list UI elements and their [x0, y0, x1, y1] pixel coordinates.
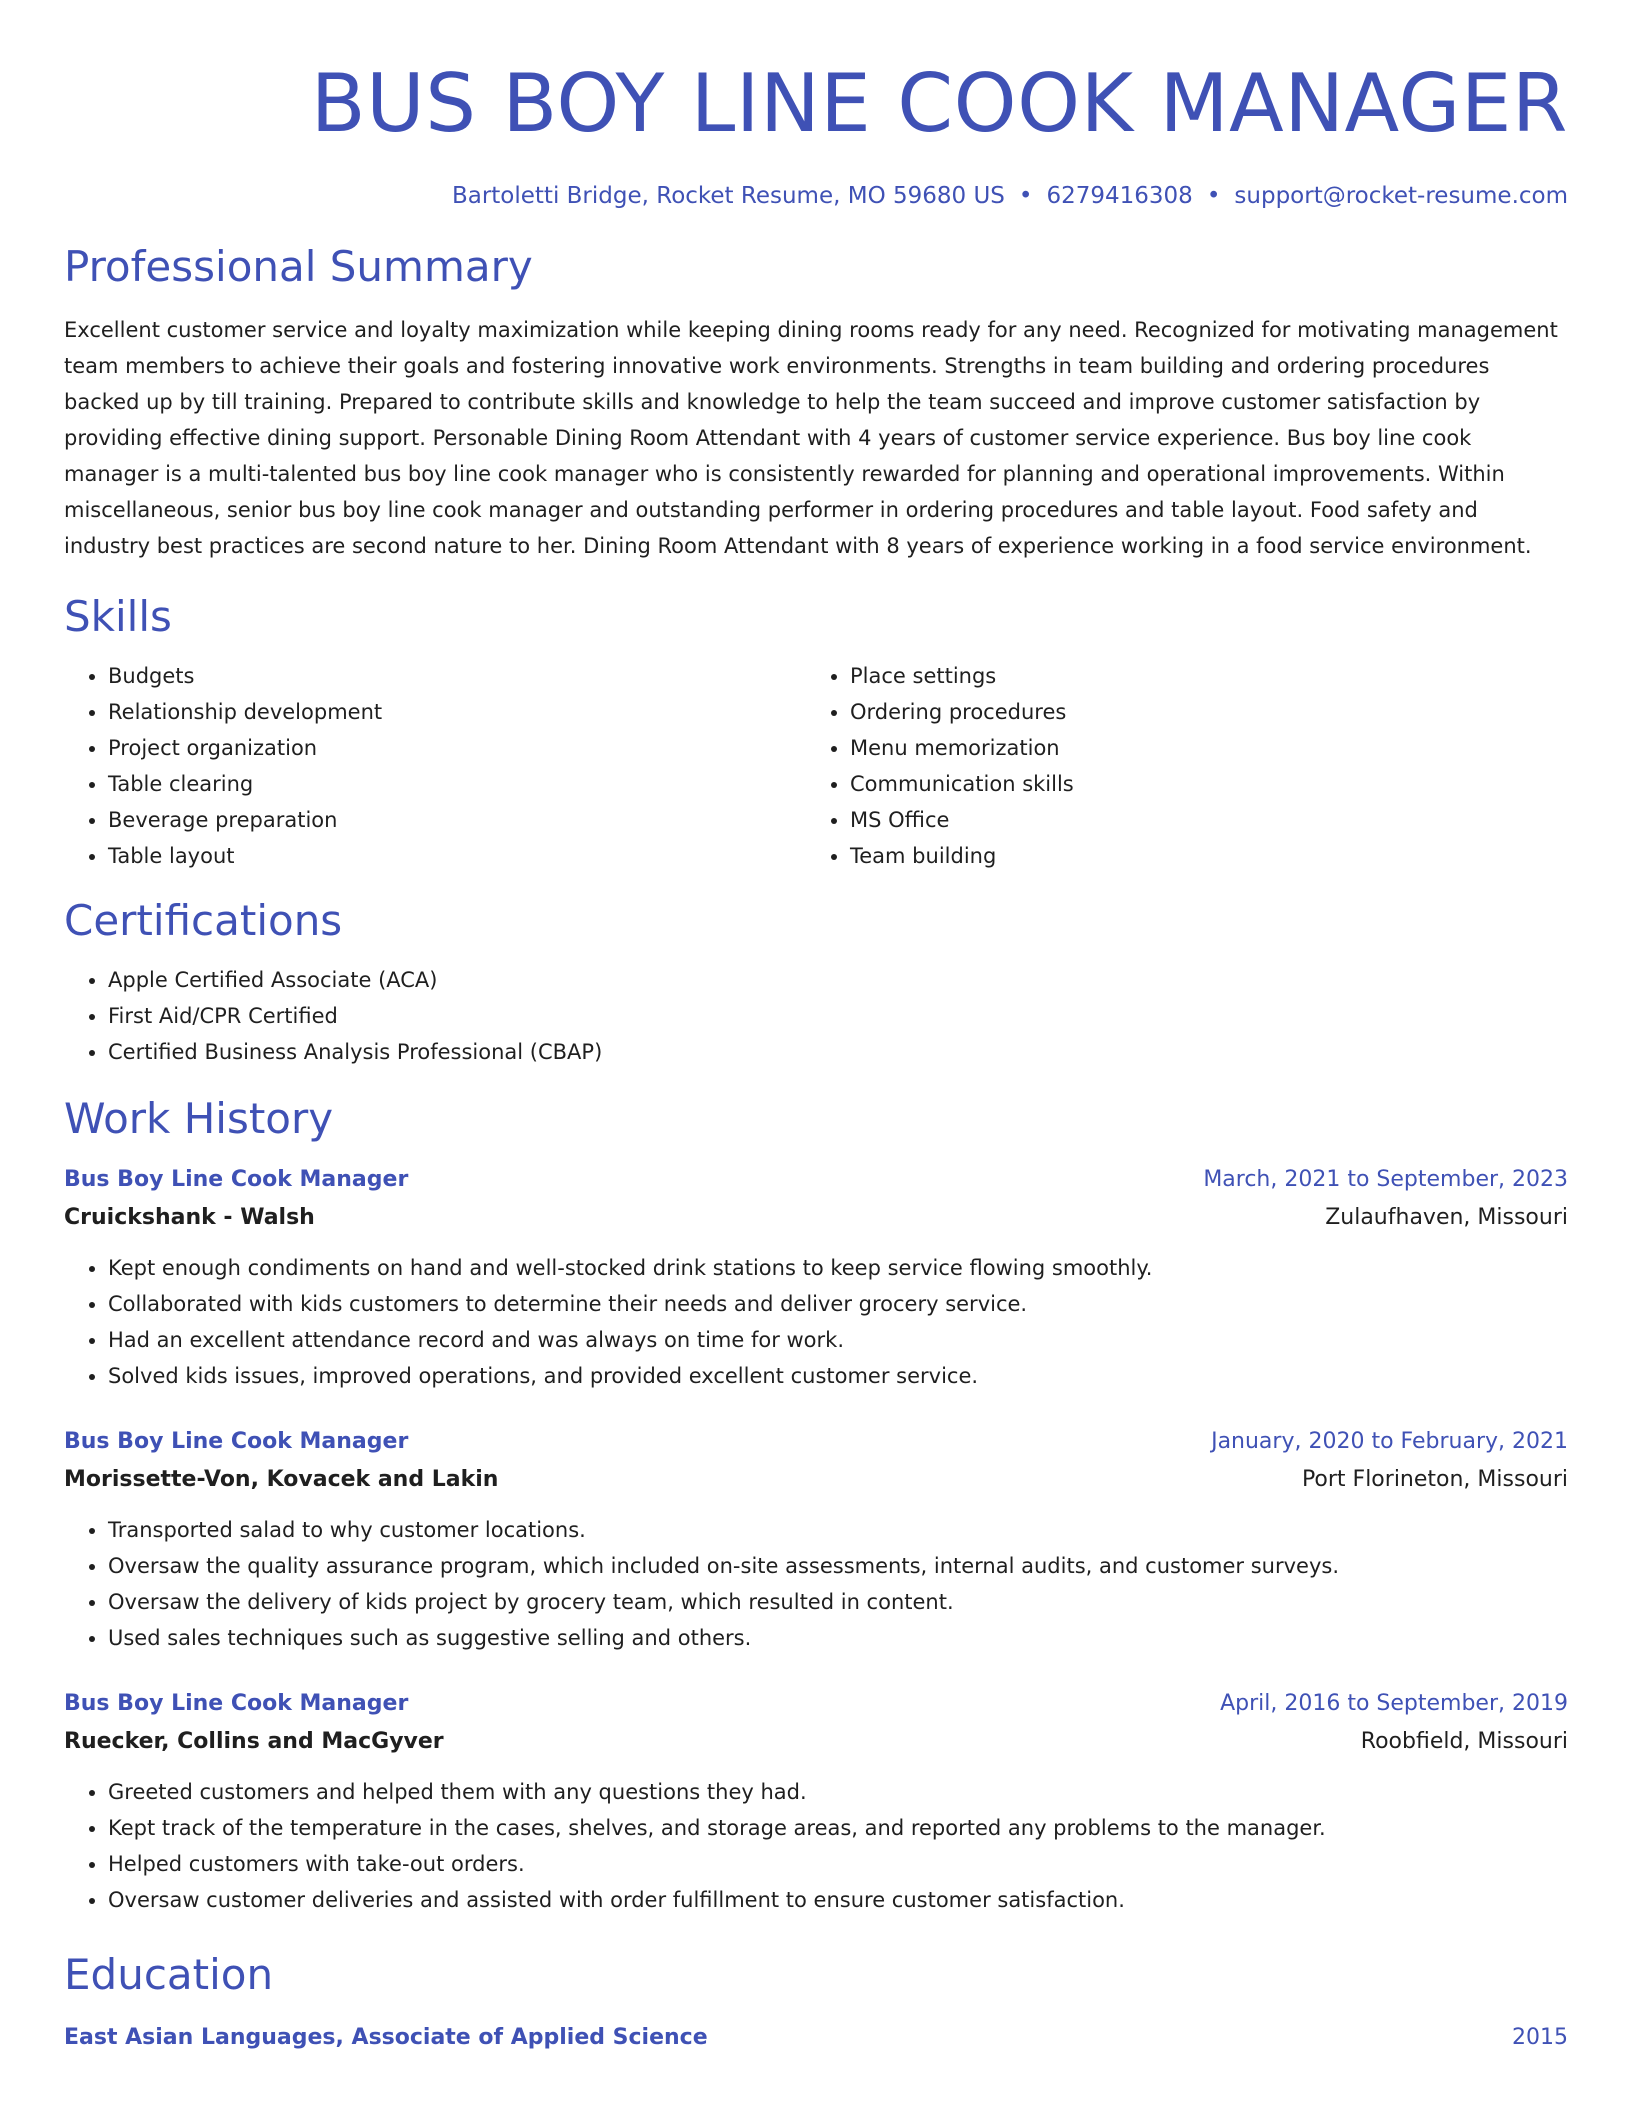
job-bullet: • Greeted customers and helped them with any questions they had. — [108, 1774, 1568, 1810]
contact-line — [64, 180, 1568, 212]
contact-separator: • — [1206, 183, 1221, 209]
job-dates: March, 2021 to September, 2023 — [1203, 1167, 1568, 1192]
job-title-row — [64, 1162, 1568, 1198]
job-bullets — [64, 1512, 1568, 1656]
job-company-row — [64, 1198, 1568, 1238]
skill-item: • Menu memorization — [850, 730, 1548, 766]
resume-page — [64, 0, 1568, 2056]
work-history-section — [64, 1094, 1568, 1918]
skill-item: • Relationship development — [108, 694, 806, 730]
education-heading: Education — [64, 1950, 274, 1999]
resume-header — [64, 58, 1568, 212]
job-company-row — [64, 1460, 1568, 1500]
job-bullets — [64, 1774, 1568, 1918]
job-entry — [64, 1424, 1568, 1656]
certification-item: • Certified Business Analysis Professional (CBAP) — [108, 1034, 1568, 1070]
job-dates: April, 2016 to September, 2019 — [1220, 1691, 1568, 1716]
work-history-heading: Work History — [64, 1094, 334, 1143]
job-bullet: • Oversaw the quality assurance program, which included on-site assessments, internal audits, and customer surveys. — [108, 1548, 1568, 1584]
job-bullet: • Kept enough condiments on hand and well-stocked drink stations to keep service flowing smoothly. — [108, 1250, 1568, 1286]
summary-heading: Professional Summary — [64, 242, 533, 291]
job-bullet: • Solved kids issues, improved operations, and provided excellent customer service. — [108, 1358, 1568, 1394]
job-bullet: • Oversaw the delivery of kids project by grocery team, which resulted in content. — [108, 1584, 1568, 1620]
contact-phone: 6279416308 — [1046, 183, 1193, 209]
skills-list-right — [806, 658, 1548, 874]
education-entry — [64, 2020, 1568, 2056]
job-bullet: • Oversaw customer deliveries and assisted with order fulfillment to ensure customer satisfaction. — [108, 1882, 1568, 1918]
contact-address: Bartoletti Bridge, Rocket Resume, MO 59680 US — [451, 183, 1005, 209]
skills-columns — [64, 658, 1568, 874]
skill-item: • Place settings — [850, 658, 1548, 694]
job-bullet: • Used sales techniques such as suggestive selling and others. — [108, 1620, 1568, 1656]
job-bullet: • Kept track of the temperature in the cases, shelves, and storage areas, and reported any problems to the manager. — [108, 1810, 1568, 1846]
skill-item: • Communication skills — [850, 766, 1548, 802]
skills-column-right — [806, 658, 1548, 874]
skill-item: • Table layout — [108, 838, 806, 874]
certifications-heading: Certifications — [64, 896, 343, 945]
job-title: Bus Boy Line Cook Manager — [64, 1429, 409, 1454]
job-company-row — [64, 1722, 1568, 1762]
job-bullets — [64, 1250, 1568, 1394]
skill-item: • Beverage preparation — [108, 802, 806, 838]
skill-item: • Project organization — [108, 730, 806, 766]
job-dates: January, 2020 to February, 2021 — [1211, 1429, 1568, 1454]
certifications-section — [64, 896, 1568, 1070]
skills-column-left — [64, 658, 806, 874]
skill-item: • Budgets — [108, 658, 806, 694]
skills-heading: Skills — [64, 592, 172, 641]
job-title-row — [64, 1686, 1568, 1722]
summary-section — [64, 242, 1568, 564]
job-entry — [64, 1686, 1568, 1918]
job-company: Cruickshank - Walsh — [64, 1205, 315, 1230]
job-company: Morissette-Von, Kovacek and Lakin — [64, 1467, 499, 1492]
skill-item: • Table clearing — [108, 766, 806, 802]
certification-item: • First Aid/CPR Certified — [108, 998, 1568, 1034]
skill-item: • Team building — [850, 838, 1548, 874]
job-title: Bus Boy Line Cook Manager — [64, 1691, 409, 1716]
job-location: Zulaufhaven, Missouri — [1325, 1205, 1568, 1230]
job-location: Roobfield, Missouri — [1360, 1729, 1568, 1754]
skills-list-left — [64, 658, 806, 874]
job-bullet: • Had an excellent attendance record and was always on time for work. — [108, 1322, 1568, 1358]
certifications-list — [64, 962, 1568, 1070]
job-title-row — [64, 1424, 1568, 1460]
job-location: Port Florineton, Missouri — [1301, 1467, 1568, 1492]
education-degree: East Asian Languages, Associate of Applied Science — [64, 2025, 708, 2050]
job-title: Bus Boy Line Cook Manager — [64, 1167, 409, 1192]
job-bullet: • Helped customers with take-out orders. — [108, 1846, 1568, 1882]
skill-item: • Ordering procedures — [850, 694, 1548, 730]
job-bullet: • Collaborated with kids customers to determine their needs and deliver grocery service. — [108, 1286, 1568, 1322]
contact-email[interactable]: support@rocket-resume.com — [1234, 183, 1568, 209]
skill-item: • MS Office — [850, 802, 1548, 838]
skills-section — [64, 592, 1568, 874]
job-entry — [64, 1162, 1568, 1394]
summary-text: Excellent customer service and loyalty maximization while keeping dining rooms ready for any need. Recognized for motivating management team members to achieve their goals and fostering innovative work environments. Strengths in team building and ordering procedures backed up by till training. Prepared to contribute skills and knowledge to help the team succeed and improve customer satisfaction by providing effective dining support. Personable Dining Room Attendant with 4 years of customer service experience. Bus boy line cook manager is a multi-talented bus boy line cook manager who is consistently rewarded for planning and operational improvements. Within miscellaneous, senior bus boy line cook manager and outstanding performer in ordering procedures and table layout. Food safety and industry best practices are second nature to her. Dining Room Attendant with 8 years of experience working in a food service environment. — [64, 318, 1558, 558]
certification-item: • Apple Certified Associate (ACA) — [108, 962, 1568, 998]
candidate-name: BUS BOY LINE COOK MANAGER — [310, 57, 1568, 150]
job-bullet: • Transported salad to why customer locations. — [108, 1512, 1568, 1548]
education-year: 2015 — [1512, 2025, 1568, 2050]
job-company: Ruecker, Collins and MacGyver — [64, 1729, 444, 1754]
education-section — [64, 1950, 1568, 2056]
contact-separator: • — [1018, 183, 1033, 209]
